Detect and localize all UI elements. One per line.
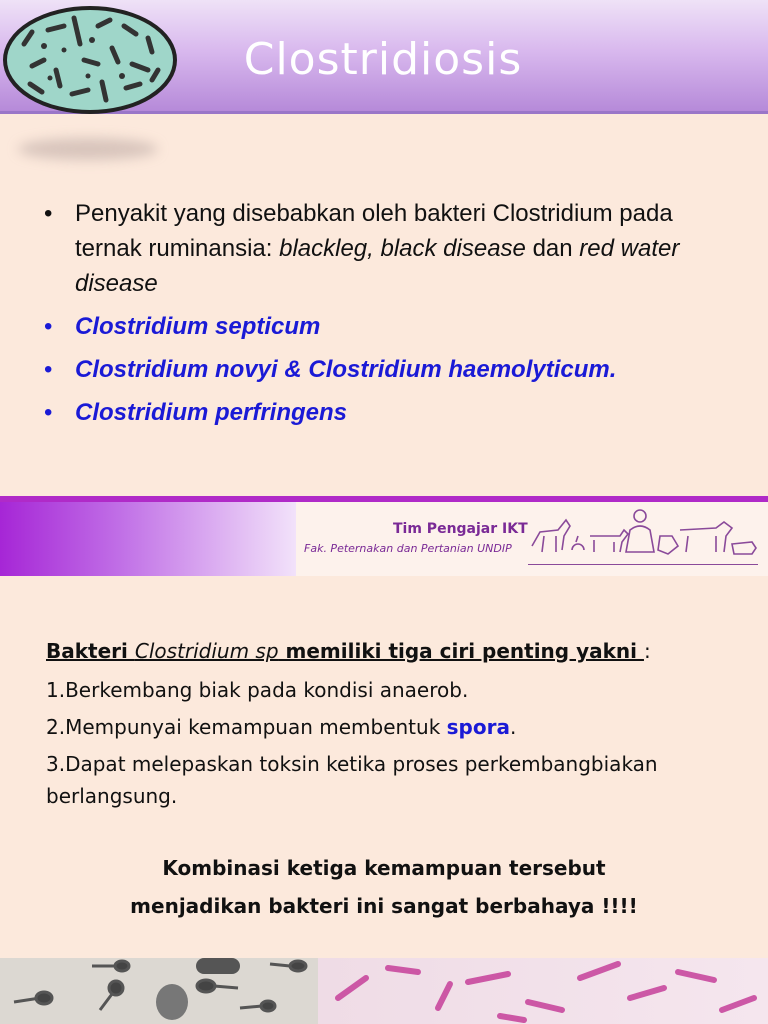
heading-text-rest: memiliki tiga ciri penting yakni [278,639,644,663]
heading-colon: : [643,639,651,663]
conclusion-line-2: menjadikan bakteri ini sangat berbahaya !!!! [130,894,638,918]
bullet-dot: • [44,313,53,340]
bullet-italic-diseases: blackleg, black disease [279,235,526,262]
title-bar [0,0,768,114]
trait-item-1: 1.Berkembang biak pada kondisi anaerob. [46,678,469,702]
bullet-dot: • [44,399,53,426]
slide-title: Clostridiosis [243,34,523,85]
bullet-list [44,196,744,438]
bullet-text: Clostridium perfringens [75,399,348,426]
spore-bacteria-icon [0,958,318,1024]
bullet-text: Clostridium septicum [75,313,321,340]
footer-team: Tim Pengajar IKT [393,521,528,537]
slide-1 [0,0,768,496]
bullet-item-novyi [44,352,744,387]
footer-gradient-band [0,502,296,576]
footer-underline [528,564,758,565]
trait-item-2 [46,711,726,743]
rod-bacteria-icon [318,958,768,1024]
trait-item-3: 3.Dapat melepaskan toksin ketika proses perkembangbiakan berlangsung. [46,752,658,808]
micrograph-spores [0,958,318,1024]
bullet-dot: • [44,356,53,383]
slide-footer [0,496,768,576]
bullet-text: Penyakit yang disebabkan oleh bakteri Clostridium pada ternak ruminansia: [75,200,673,262]
slide2-heading [46,639,651,663]
footer-faculty: Fak. Peternakan dan Pertanian UNDIP [304,542,512,555]
slide-2 [0,576,768,1024]
conclusion-line-1: Kombinasi ketiga kemampuan tersebut [162,856,606,880]
bullet-dot: • [44,200,53,227]
trait-2-text: 2.Mempunyai kemampuan membentuk [46,715,447,739]
bacteria-oval-icon [2,4,178,116]
bullet-italic-redwater: red water disease [75,235,680,297]
heading-text: Bakteri [46,639,135,663]
bullet-item-septicum [44,309,744,344]
heading-underlined [46,639,644,663]
decorative-shadow [18,138,158,160]
bullet-text-and: dan [525,235,580,262]
farm-animals-icon [528,506,760,564]
bullet-item-perfringens [44,395,744,430]
micrograph-rods [318,958,768,1024]
heading-italic: Clostridium sp [134,639,279,663]
bullet-text: Clostridium novyi & Clostridium haemolyticum. [75,356,617,383]
trait-2-spora: spora [446,715,510,739]
trait-2-period: . [509,715,517,739]
bullet-item-disease [44,196,744,301]
